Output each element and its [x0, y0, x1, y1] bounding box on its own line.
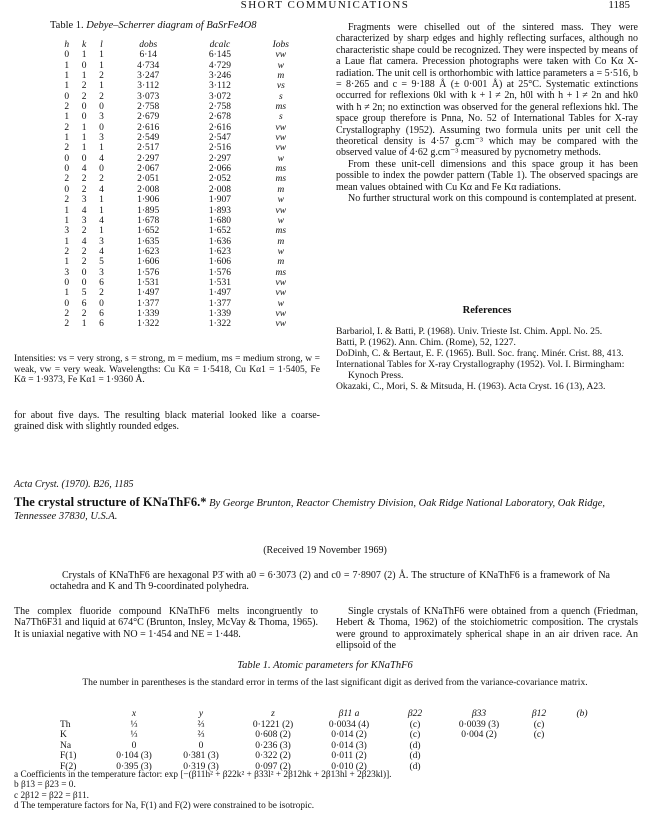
table-cell: 2·679	[137, 112, 160, 123]
table-cell: 2·066	[208, 164, 232, 175]
table-row	[58, 309, 308, 319]
table-cell	[514, 741, 564, 752]
table-cell: 0·010 (2)	[331, 761, 367, 772]
table-cell: 0	[99, 122, 104, 133]
table-cell: 0	[64, 298, 70, 309]
table-cell: 1·339	[208, 308, 232, 319]
table-cell: 0·322 (2)	[255, 751, 291, 761]
table-cell: 1·635	[137, 236, 160, 247]
table-cell: 2	[81, 91, 87, 102]
table-cell: vw	[275, 319, 287, 330]
table-cell: 0	[99, 102, 104, 113]
table-cell: m	[277, 71, 285, 82]
table-cell: 2	[99, 288, 104, 299]
table-cell: 1·680	[208, 215, 232, 226]
body-right-paragraph: Single crystals of KNaThF6 were obtained from a quench (Friedman, Hebert & Thoma, 1962) of the stoichiometric composition. The crystals were ground to approximately spherical shape in an air driven race. An ellipsoid of the	[336, 606, 638, 652]
table-cell: 0	[81, 112, 87, 123]
table-row	[58, 206, 308, 216]
table-cell: 1	[64, 215, 70, 226]
table-cell: 1·531	[137, 277, 160, 288]
table-cell: 1	[99, 50, 104, 61]
running-header	[0, 0, 650, 14]
table-cell: 0	[198, 740, 204, 751]
table-row	[58, 319, 308, 329]
atomic-col-header: β11 a	[338, 709, 360, 719]
atomic-table-footnotes	[14, 770, 638, 812]
table-cell: 1	[99, 226, 104, 237]
table-row	[58, 81, 308, 91]
table-cell: F(1)	[60, 751, 77, 761]
table-cell: 1·322	[208, 319, 232, 330]
table-row	[60, 751, 600, 762]
reference-item: Barbariol, I. & Batti, P. (1968). Univ. Trieste Ist. Chim. Appl. No. 25.	[336, 326, 603, 337]
table-cell: 2	[81, 246, 87, 257]
table-cell: Na	[60, 740, 72, 751]
table-cell: 0	[64, 50, 70, 61]
table-row	[58, 288, 308, 298]
table-cell: 4	[81, 164, 87, 175]
table-cell: (c)	[409, 730, 421, 740]
table-cell: 2·547	[208, 133, 232, 144]
table-cell: 6	[81, 298, 87, 309]
table-cell: ms	[275, 164, 287, 175]
table-cell: 1	[99, 81, 104, 92]
table-cell: 1·652	[208, 226, 232, 237]
table-cell: m	[277, 236, 285, 247]
table-cell: 0·104 (3)	[116, 751, 152, 761]
table-row	[58, 154, 308, 164]
atomic-col-header: β22	[407, 709, 423, 719]
table-cell: 2·008	[208, 184, 232, 195]
table-cell: 4	[81, 236, 87, 247]
table-cell: 1	[99, 143, 104, 154]
table-cell: Th	[60, 719, 71, 730]
table-cell: 6·145	[208, 50, 232, 61]
table-cell: vw	[275, 50, 287, 61]
table-cell: 3	[81, 215, 87, 226]
table-row	[58, 123, 308, 133]
table-cell: 1	[81, 50, 87, 61]
table-cell: (d)	[409, 751, 421, 761]
table-cell: 2·067	[137, 164, 160, 175]
table-cell: w	[277, 215, 284, 226]
table-cell: w	[277, 60, 284, 71]
table-row	[58, 237, 308, 247]
table-cell: 0·097 (2)	[255, 761, 291, 772]
table-cell: 1	[64, 205, 70, 216]
table-cell: 2	[81, 81, 87, 92]
table-row	[58, 143, 308, 153]
table-cell: s	[278, 91, 283, 102]
table-cell: (d)	[409, 740, 421, 751]
table-cell: ms	[275, 174, 287, 185]
table-row	[58, 299, 308, 309]
table-cell: 2	[64, 308, 70, 319]
table-cell: vw	[275, 133, 287, 144]
left-continuation-paragraph: for about five days. The resulting black material looked like a coarse-grained disk with slightly rounded edges.	[14, 410, 320, 433]
atomic-parameters-table	[60, 709, 600, 772]
table-cell: 0	[99, 298, 104, 309]
table-row	[58, 71, 308, 81]
footnote-a: a Coefficients in the temperature factor: exp [−(β11h² + β22k² + β33l² + 2β12hk + 2β13hl + 2β23kl)].	[14, 770, 392, 780]
table-cell: 0·014 (2)	[331, 730, 367, 740]
table-cell: 3	[64, 267, 70, 278]
table-cell: w	[277, 298, 284, 309]
page-number: 1185	[608, 0, 630, 11]
table-cell: 1	[64, 60, 70, 71]
table-cell: 6	[99, 319, 104, 330]
reference-item: Okazaki, C., Mori, S. & Mitsuda, H. (1963). Acta Cryst. 16 (13), A23.	[336, 381, 606, 392]
table-cell: 6	[99, 308, 104, 319]
references-heading: References	[462, 305, 512, 316]
table-row	[60, 730, 600, 741]
table-cell: 1	[64, 236, 70, 247]
table-cell: 2·758	[137, 102, 160, 113]
table-cell: 4·729	[208, 60, 232, 71]
table-cell: 1·895	[137, 205, 160, 216]
paragraph-fragments: Fragments were chiselled out of the sintered mass. They were characterized by sharp edges and highly reflecting surfaces, although no characteristic shape could be recognized. They were inspected by means of a Laue flat camera. Precession photographs were taken with Co Kα X-radiation. The unit cell is orthorhombic with lattice parameters a = 5·516, b = 8·265 and c = 9·188 Å (± 0·001 Å) at 25°C. Systematic extinctions occurred for reflexions 0kl with k + l ≠ 2n, h0l with h + l ≠ 2n and hk0 with h ≠ 2n; no extinction was observed for the general reflexions hkl. The space group therefore is Pnna, No. 52 of International Tables for X-ray Crystallography (1952). Assuming two formula units per unit cell the theoretical density is 4·57 g.cm⁻³ which may be compared with the observed value of 4·62 g.cm⁻³ measured by pycnometry methods.	[336, 22, 638, 159]
table-cell: 1	[81, 71, 87, 82]
debye-scherrer-table	[58, 40, 308, 330]
atomic-col-header: y	[198, 709, 204, 719]
table-cell: 0	[81, 153, 87, 164]
table-cell: 1·497	[208, 288, 232, 299]
table-row	[58, 164, 308, 174]
table-cell: 0·395 (3)	[116, 761, 152, 772]
table-cell: 3	[99, 267, 104, 278]
table-cell: 1	[64, 112, 70, 123]
table-cell: m	[277, 257, 285, 268]
table-cell: 3·246	[208, 71, 232, 82]
debye-col-header: k	[81, 40, 87, 50]
article-heading	[14, 496, 638, 523]
table-cell: 3	[64, 226, 70, 237]
table-cell: 0·0034 (4)	[328, 719, 370, 730]
table-cell: 0·011 (2)	[331, 751, 367, 761]
table-cell: 1·636	[208, 236, 232, 247]
table-cell: 1	[81, 319, 87, 330]
atomic-col-header: z	[271, 709, 275, 719]
table-row	[58, 278, 308, 288]
table-cell: 3	[99, 236, 104, 247]
table-cell: 0·004 (2)	[461, 730, 497, 740]
table-cell: K	[60, 730, 67, 740]
table-cell: 0·1221 (2)	[252, 719, 294, 730]
table-cell: 0	[64, 164, 70, 175]
table-cell: 2·616	[137, 122, 160, 133]
table-cell: 2	[64, 246, 70, 257]
table-cell: 2	[64, 195, 70, 206]
table-cell: 0·014 (3)	[331, 740, 367, 751]
table-row	[58, 268, 308, 278]
table-cell: 1·339	[137, 308, 160, 319]
reference-item: International Tables for X-ray Crystallography (1952). Vol. I. Birmingham: Kynoch Press.	[336, 359, 625, 381]
table-cell: 3·073	[137, 91, 160, 102]
table-cell: (d)	[409, 761, 421, 772]
article-title: The crystal structure of KNaThF6.*	[14, 495, 207, 509]
table-cell: 1·893	[208, 205, 232, 216]
table-cell: 2	[99, 71, 104, 82]
table-cell: vw	[275, 288, 287, 299]
table-cell: 3	[99, 133, 104, 144]
table-cell: 1·322	[137, 319, 160, 330]
table-cell: 1·606	[137, 257, 160, 268]
table-cell: ms	[275, 102, 287, 113]
table-cell: 3·072	[208, 91, 232, 102]
footnote-c: c 2β12 = β22 = β11.	[14, 790, 89, 801]
table-cell: 2·297	[208, 153, 232, 164]
table-cell: 1	[81, 133, 87, 144]
table-cell: 0	[81, 277, 87, 288]
table-row	[58, 195, 308, 205]
table-cell: m	[277, 184, 285, 195]
table-cell: 1	[99, 60, 104, 71]
table-cell: 0	[131, 740, 137, 751]
table-cell	[444, 751, 514, 762]
abstract: Crystals of KNaThF6 are hexagonal P3̄ with a0 = 6·3073 (2) and c0 = 7·8907 (2) Å. The structure of KNaThF6 is a framework of Na octahedra and K and Th 9-coordinated polyhedra.	[50, 570, 610, 593]
intensities-note: Intensities: vs = very strong, s = strong, m = medium, ms = medium strong, w = weak, vw = very weak. Wavelengths: Cu Kᾱ = 1·5418, Cu Kα1 = 1·5405, Fe Kᾱ = 1·9373, Fe Kα1 = 1·9360 Å.	[14, 354, 320, 385]
table-cell: 2	[81, 226, 87, 237]
debye-col-header: l	[100, 40, 103, 50]
table-cell: 2	[81, 174, 87, 185]
table-cell: 3·247	[137, 71, 160, 82]
table-cell: 2·297	[137, 153, 160, 164]
table-cell	[514, 751, 564, 762]
table-cell: 1	[99, 205, 104, 216]
table-cell: 6	[99, 277, 104, 288]
table-cell: vw	[275, 205, 287, 216]
table-cell: 1	[64, 133, 70, 144]
table-cell: 0·319 (3)	[183, 761, 219, 772]
debye-col-header: dcalc	[209, 40, 231, 50]
table-row	[58, 50, 308, 60]
table-cell: 1·907	[208, 195, 232, 206]
table-cell: ⅓	[130, 719, 138, 730]
table-cell: 1·377	[208, 298, 232, 309]
journal-citation: Acta Cryst. (1970). B26, 1185	[14, 479, 134, 490]
table-cell: 1·576	[137, 267, 160, 278]
table-cell: (c)	[533, 730, 545, 740]
table-cell: 2·678	[208, 112, 232, 123]
table-cell: 0·236 (3)	[255, 740, 291, 751]
right-column-text	[336, 22, 638, 205]
table-cell: vw	[275, 143, 287, 154]
table-cell: ms	[275, 226, 287, 237]
table-cell: 4	[99, 215, 104, 226]
table-cell: 2·758	[208, 102, 232, 113]
debye-col-header: Iobs	[272, 40, 289, 50]
table-cell: 1·623	[137, 246, 160, 257]
table-cell: 1	[64, 288, 70, 299]
table-cell: 4	[99, 246, 104, 257]
table-cell: 1·678	[137, 215, 160, 226]
table-cell: ⅔	[197, 730, 205, 740]
table-row	[58, 185, 308, 195]
table-cell: 2	[64, 102, 70, 113]
table-row	[58, 174, 308, 184]
table-row	[58, 257, 308, 267]
table-cell: 2·051	[137, 174, 160, 185]
table-cell: 0·0039 (3)	[458, 719, 500, 730]
table-cell: 1·606	[208, 257, 232, 268]
table-cell: 6·14	[139, 50, 157, 61]
table-cell: 5	[99, 257, 104, 268]
atomic-col-header: x	[131, 709, 137, 719]
reference-item: Batti, P. (1962). Ann. Chim. (Rome), 52, 1227.	[336, 337, 516, 348]
table-cell: 2	[81, 184, 87, 195]
table-cell: 1·377	[137, 298, 160, 309]
table-cell: 2·516	[208, 143, 232, 154]
table-cell: 3·112	[137, 81, 160, 92]
table-row	[58, 216, 308, 226]
table-cell: 3·112	[209, 81, 231, 92]
table-cell: vw	[275, 277, 287, 288]
table-cell: 4	[81, 205, 87, 216]
table-cell: 0	[64, 277, 70, 288]
table-cell: 4·734	[137, 60, 160, 71]
table-cell: vw	[275, 122, 287, 133]
table-cell: 1	[64, 81, 70, 92]
table-cell: 2	[81, 308, 87, 319]
table-cell: 2·549	[137, 133, 160, 144]
table-cell: w	[277, 195, 284, 206]
table-cell: 1	[64, 257, 70, 268]
table-row	[58, 92, 308, 102]
table-cell: 1	[64, 71, 70, 82]
running-title: SHORT COMMUNICATIONS	[240, 0, 410, 11]
table-cell: w	[277, 153, 284, 164]
table-cell: 0	[64, 153, 70, 164]
table-cell: 2	[64, 174, 70, 185]
table-cell: 0·608 (2)	[255, 730, 291, 740]
table-cell: 1·497	[137, 288, 160, 299]
table-cell: 0	[81, 60, 87, 71]
table-row	[58, 102, 308, 112]
table-cell: s	[278, 112, 283, 123]
body-left-paragraph: The complex fluoride compound KNaThF6 melts incongruently to Na7Th6F31 and liquid at 674°C (Brunton, Insley, McVay & Thoma, 1965). It is uniaxial negative with NO = 1·454 and NE = 1·448.	[14, 606, 318, 640]
table-cell: 0	[64, 91, 70, 102]
table-cell: (c)	[533, 719, 545, 730]
table-cell: 2·052	[208, 174, 232, 185]
table-cell: ⅔	[197, 719, 205, 730]
table-row	[60, 741, 600, 752]
table-cell: 2	[99, 174, 104, 185]
debye-col-header: dobs	[139, 40, 158, 50]
table-cell: 1	[81, 122, 87, 133]
debye-table-caption: Table 1. Debye–Scherrer diagram of BaSrFe4O8	[50, 20, 257, 31]
table-cell: 2	[64, 122, 70, 133]
references-list	[336, 326, 638, 392]
table-cell: 3	[99, 112, 104, 123]
table-cell: 2	[81, 257, 87, 268]
reference-item: DoDinh, C. & Bertaut, E. F. (1965). Bull. Soc. franç. Minér. Crist. 88, 413.	[336, 348, 624, 359]
table-cell: 4	[99, 184, 104, 195]
table-row	[60, 720, 600, 731]
table-cell: 2	[99, 91, 104, 102]
table-cell: 2	[64, 143, 70, 154]
table-cell: 1·652	[137, 226, 160, 237]
article-byline: By George Brunton, Reactor Chemistry Division, Oak Ridge National Laboratory, Oak Ridge, Tennessee 37830, U.S.A.	[14, 498, 606, 522]
debye-col-header: h	[64, 40, 70, 50]
table-cell: 2·616	[208, 122, 232, 133]
table-cell: 0	[81, 267, 87, 278]
paragraph-no-further-work: No further structural work on this compound is contemplated at present.	[348, 193, 637, 205]
table-row	[58, 247, 308, 257]
table-cell: (c)	[409, 719, 421, 730]
atomic-table-note: The number in parentheses is the standard error in terms of the last significant digit as derived from the variance-covariance matrix.	[82, 677, 588, 688]
table-cell: 2·008	[137, 184, 160, 195]
table-cell: 0	[64, 184, 70, 195]
table-cell: 2·517	[137, 143, 160, 154]
footnote-b: b β13 = β23 = 0.	[14, 780, 76, 791]
table-cell: 4	[99, 153, 104, 164]
table-cell: 5	[81, 288, 87, 299]
table-cell: 0	[81, 102, 87, 113]
table-cell: 0·381 (3)	[183, 751, 219, 761]
table-row	[58, 226, 308, 236]
table-cell: ms	[275, 267, 287, 278]
table-cell: 1·906	[137, 195, 160, 206]
table-cell: ⅓	[130, 730, 138, 740]
table-row	[58, 133, 308, 143]
atomic-col-header: (b)	[576, 709, 588, 719]
table-cell: 1	[81, 143, 87, 154]
received-date: (Received 19 November 1969)	[263, 545, 387, 556]
table-cell: 1·531	[208, 277, 232, 288]
table-cell: 1·576	[208, 267, 232, 278]
table-cell: 2	[64, 319, 70, 330]
footnote-d: d The temperature factors for Na, F(1) and F(2) were constrained to be isotropic.	[14, 801, 315, 812]
atomic-table-caption: Table 1. Atomic parameters for KNaThF6	[237, 660, 413, 671]
table-cell	[444, 741, 514, 752]
table-row	[58, 61, 308, 71]
table-cell: 1·623	[208, 246, 232, 257]
table-cell: 1	[99, 195, 104, 206]
table-cell: vw	[275, 308, 287, 319]
table-cell: 0	[99, 164, 104, 175]
table-cell: vs	[276, 81, 285, 92]
atomic-col-header: β12	[531, 709, 547, 719]
paragraph-unit-cell: From these unit-cell dimensions and this space group it has been possible to index the powder pattern (Table 1). The observed spacings are mean values obtained with Cu Kα and Fe Kα radiations.	[336, 158, 638, 193]
atomic-col-header: β33	[471, 709, 487, 719]
table-row	[58, 112, 308, 122]
table-cell: F(2)	[60, 761, 77, 772]
table-cell: w	[277, 246, 284, 257]
table-cell: 3	[81, 195, 87, 206]
